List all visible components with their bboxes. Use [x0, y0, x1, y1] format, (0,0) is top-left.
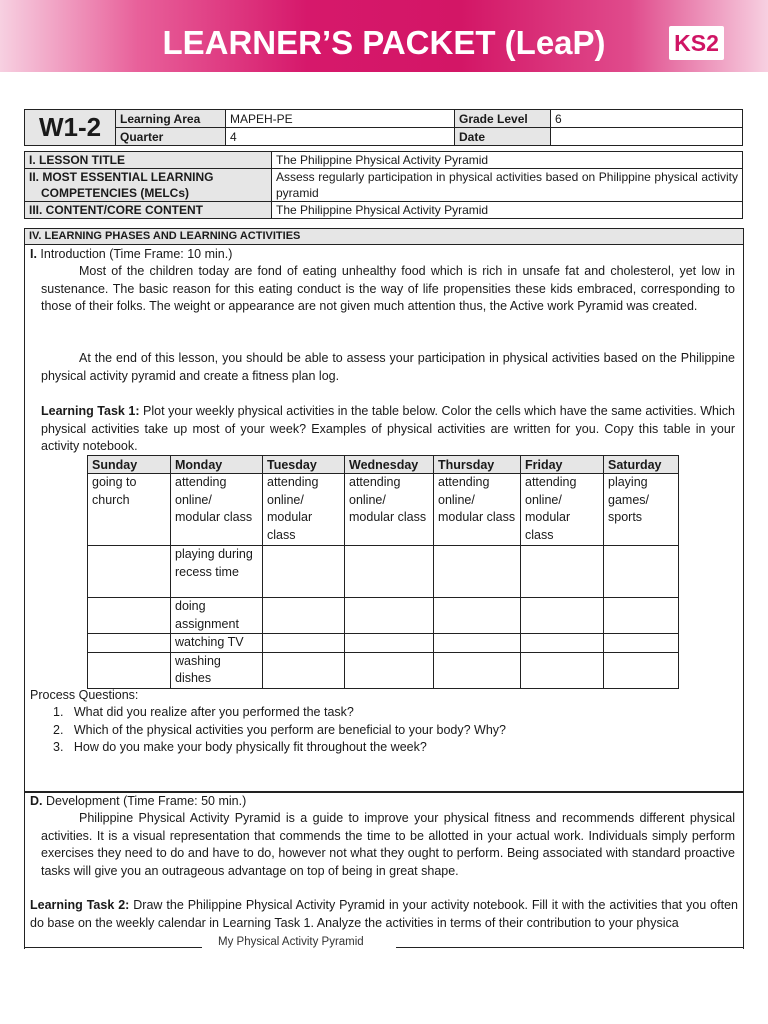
table-cell: washing dishes [171, 652, 263, 688]
melc-label-line1: II. MOST ESSENTIAL LEARNING [29, 170, 214, 184]
table-row [88, 598, 679, 634]
divider-line [396, 947, 743, 948]
table-cell [521, 546, 604, 598]
banner [0, 0, 768, 72]
table-cell [345, 546, 434, 598]
quarter-label: Quarter [116, 128, 226, 146]
intro-paragraph-2: At the end of this lesson, you should be able to assess your participation in physical activities based on the Philippine physical activity pyramid and create a fitness plan log. [41, 351, 735, 383]
task2-label: Learning Task 2: [30, 898, 130, 912]
table-cell: watching TV [171, 634, 263, 653]
lesson-sections-table [24, 151, 743, 219]
learning-area-value: MAPEH-PE [226, 110, 455, 128]
melc-value: Assess regularly participation in physical activities based on Philippine physical activity pyramid [272, 169, 743, 202]
table-cell [263, 546, 345, 598]
table-cell: attending online/ modular class [345, 474, 434, 546]
divider-line [24, 947, 202, 948]
weekly-activities-table [87, 455, 679, 689]
table-cell [345, 652, 434, 688]
list-item: 1. What did you realize after you performed the task? [53, 705, 354, 719]
day-header: Wednesday [345, 456, 434, 474]
development-heading [30, 793, 738, 811]
task1-label: Learning Task 1: [41, 404, 140, 418]
table-row [88, 546, 679, 598]
learning-task-1 [41, 403, 735, 456]
day-header: Friday [521, 456, 604, 474]
development-paragraph: Philippine Physical Activity Pyramid is a guide to improve your physical fitness and recommends different physical activities. It is a visual representation that commends the time to be allotted in your actual work. Individuals simply perform exercises they need to do and have to do, however not what they ought to perform. Being associated with standard proactive tasks will give you an outrageous advantage on top of being in great shape. [41, 811, 735, 878]
table-cell [345, 634, 434, 653]
melc-label-line2: COMPETENCIES (MELCs) [41, 186, 190, 200]
intro-letter: I. [30, 247, 37, 261]
header-table [24, 109, 743, 146]
table-cell: doing assignment [171, 598, 263, 634]
table-cell [434, 546, 521, 598]
development-title: Development (Time Frame: 50 min.) [42, 794, 247, 808]
table-cell: attending online/ modular class [171, 474, 263, 546]
learning-phases-heading: IV. LEARNING PHASES AND LEARNING ACTIVITIES [25, 229, 743, 245]
table-cell [88, 634, 171, 653]
table-cell: attending online/ modular class [521, 474, 604, 546]
table-cell [263, 634, 345, 653]
table-cell [434, 634, 521, 653]
table-cell [604, 546, 679, 598]
table-cell [88, 652, 171, 688]
melc-label [25, 169, 272, 202]
development-box [24, 792, 744, 949]
table-cell [604, 634, 679, 653]
banner-title: LEARNER’S PACKET (LeaP) [162, 24, 606, 61]
weekly-table-header [88, 456, 679, 474]
day-header: Saturday [604, 456, 679, 474]
table-cell [263, 652, 345, 688]
intro-title: Introduction (Time Frame: 10 min.) [36, 247, 233, 261]
table-cell: attending online/ modular class [263, 474, 345, 546]
learning-task-2 [30, 897, 738, 949]
pyramid-caption: My Physical Activity Pyramid [218, 936, 364, 948]
grade-level-value: 6 [551, 110, 743, 128]
table-cell [604, 598, 679, 634]
day-header: Monday [171, 456, 263, 474]
table-row [88, 474, 679, 546]
table-cell [345, 598, 434, 634]
day-header: Sunday [88, 456, 171, 474]
introduction-heading [30, 246, 738, 264]
grade-level-label: Grade Level [455, 110, 551, 128]
ks2-badge: KS2 [669, 26, 724, 60]
table-cell [521, 598, 604, 634]
table-cell: going to church [88, 474, 171, 546]
date-label: Date [455, 128, 551, 146]
table-row [88, 634, 679, 653]
table-cell [604, 652, 679, 688]
week-code: W1-2 [25, 110, 116, 146]
table-cell [88, 598, 171, 634]
date-value [551, 128, 743, 146]
learning-area-label: Learning Area [116, 110, 226, 128]
day-header: Thursday [434, 456, 521, 474]
table-cell [263, 598, 345, 634]
content-label: III. CONTENT/CORE CONTENT [25, 202, 272, 219]
task2-text: Draw the Philippine Physical Activity Pyramid in your activity notebook. Fill it with the activities that you often do base on the weekly calendar in Learning Task 1. Analyze the activities in terms of their contribution to your physica [30, 898, 738, 930]
lesson-title-label: I. LESSON TITLE [25, 152, 272, 169]
list-item: 3. How do you make your body physically fit throughout the week? [53, 740, 427, 754]
lesson-title-value: The Philippine Physical Activity Pyramid [272, 152, 743, 169]
table-cell [521, 634, 604, 653]
process-questions-label: Process Questions: [30, 688, 139, 702]
table-cell [88, 546, 171, 598]
content-value: The Philippine Physical Activity Pyramid [272, 202, 743, 219]
intro-paragraph-1: Most of the children today are fond of eating unhealthy food which is rich in unsafe fat and cholesterol, yet low in sustenance. The basic reason for this eating conduct is the way of life propensities these kids embraced, corresponding to those of their folks. The weight or appearance are not given much attention thus, the Active work Pyramid was created. [41, 264, 735, 313]
table-cell: attending online/ modular class [434, 474, 521, 546]
quarter-value: 4 [226, 128, 455, 146]
development-letter: D. [30, 794, 43, 808]
task1-text: Plot your weekly physical activities in the table below. Color the cells which have the same activities. Which physical activities take up most of your week? Examples of physical activities are written for you. Copy this table in your activity notebook. [41, 404, 735, 453]
table-cell [434, 652, 521, 688]
table-row [88, 652, 679, 688]
list-item: 2. Which of the physical activities you perform are beneficial to your body? Why? [53, 722, 506, 737]
table-cell: playing during recess time [171, 546, 263, 598]
table-cell [434, 598, 521, 634]
process-questions-list [53, 704, 733, 757]
day-header: Tuesday [263, 456, 345, 474]
table-cell [521, 652, 604, 688]
table-cell: playing games/ sports [604, 474, 679, 546]
learning-phases-box [24, 228, 744, 792]
